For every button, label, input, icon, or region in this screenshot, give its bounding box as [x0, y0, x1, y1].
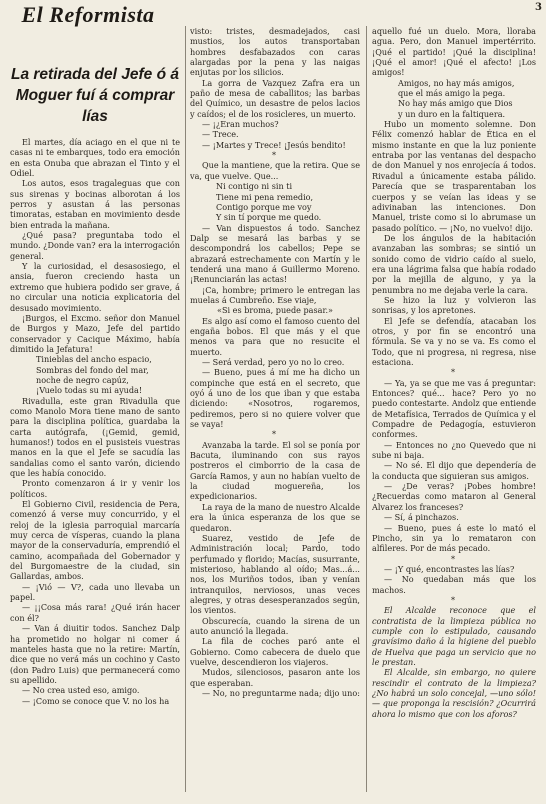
verse-line: Tinieblas del ancho espacio, — [36, 354, 152, 365]
dialogue-line: — Ya, ya se que me vas á preguntar: Entonces? qué... hace? Pero yo no puedo contestarte. Andolz que entiende de Metafísica, Terrados de Química y el Compadre de Pedagogía, estuvieron conformes. — [372, 377, 536, 440]
paragraph: La fila de coches paró ante el Gobierno. Como cabecera de duelo que vuelve, descendieron los viajeros. — [190, 636, 360, 667]
paragraph: De los ángulos de la habitación avanzaban las sombras; se sintió un sonido como de vidrio caído al suelo, era una lágrima falsa que había rodado por la mejilla de alguno, y ya la penumbra no me dejaba verle la cara. — [372, 232, 536, 295]
column-3 — [372, 26, 536, 796]
verse-line: Amigos, no hay más amigos, — [398, 77, 515, 88]
paragraph: El Alcalde reconoce que el contratista de la limpieza pública no cumple con lo estipulado, causando gravísimo daño á la higiene del pueblo de Huelva que paga un servicio que no le prestan. — [372, 605, 536, 667]
paragraph: Los autos, esos tragaleguas que con sus sirenas y bocinas alborotan á los perros y asustan á las personas timoratas, estaban en movimiento desde bien entrada la mañana. — [10, 178, 180, 230]
dialogue-line: — ¡Vió — V?, cada uno llevaba un papel. — [10, 581, 180, 603]
column-divider — [185, 26, 186, 792]
dialogue-line: — Van á diuitir todos. Sanchez Dalp ha prometido no holgar ni comer á manteles hasta que no la retire: Martín, dice que no verá más un cochino y Casto (don Padro Luis) que permanecerá como su apellido. — [10, 623, 180, 685]
paragraph: Y la curiosidad, el desasosiego, el ansia, fueron creciendo hasta un extremo que hubiera podido ser grave, á no circular una noticia explicatoria del desusado movimiento. — [10, 261, 180, 313]
dialogue-line: — Trece. — [202, 129, 239, 140]
paragraph: Es algo así como el famoso cuento del engaña bobos. El que más y el que menos va para que no resucite el muerto. — [190, 315, 360, 357]
paragraph: Se hizo la luz y volvieron las sonrisas, y los apretones. — [372, 294, 536, 316]
paragraph: Mudos, silenciosos, pasaron ante los que esperaban. — [190, 667, 360, 688]
newspaper-masthead: El Reformista — [21, 2, 155, 27]
paragraph: Obscurecía, cuando la sirena de un auto anunció la llegada. — [190, 615, 360, 636]
verse-line: Y sin tí porque me quedo. — [216, 212, 322, 223]
paragraph: El Gobierno Civil, residencia de Pera, comenzó á verse muy concurrido, y el reloj de la iglesia parroquial marcaría muy cerca de vísperas, cuando la plana mayor de la conservaduría, emprendió el camino, acompañada del Gobernador y del Burgomaestre de la ciudad, sin Gallardas, ambos. — [10, 499, 180, 582]
paragraph: visto: tristes, desmadejados, casi mustios, los autos transportaban hombres desfabazados con caras alargadas por la pena y las naigas enjutas por los silicios. — [190, 26, 360, 78]
dialogue-line: — Bueno, pues á este lo mató el Pincho, sin ya lo remataron con alfileres. Por de más pecado. — [372, 522, 536, 554]
section-separator: * — [271, 150, 279, 161]
dialogue-line: — ¡Como se conoce que V. no los ha — [22, 695, 170, 706]
paragraph: aquello fué un duelo. Mora, lloraba agua. Pero, don Manuel impertérrito. ¡Qué el partido! ¡Qué la disciplina! ¡Qué el amor! ¡Qué el afecto! ¡Los amigos! — [372, 26, 536, 78]
dialogue-line: — ¡Y qué, encontrastes las lías? — [384, 563, 515, 574]
dialogue-line: — Entonces no ¿no Quevedo que ni sube ni baja. — [372, 439, 536, 461]
verse-line: Tiene mi pena remedio, — [216, 191, 314, 202]
paragraph: Que la mantiene, que la retira. Que se va, que vuelve. Que... — [190, 160, 360, 181]
verse-line: ¡Vuelo todas su mi ayuda! — [36, 385, 143, 396]
column-divider — [366, 26, 367, 792]
dialogue-line: — No sé. El dijo que dependería de la conducta que siguieran sus amigos. — [372, 460, 536, 481]
verse-line: Contigo porque me voy — [216, 201, 312, 212]
dialogue-line: — ¡¿Eran muchos? — [202, 119, 279, 130]
section-separator: * — [450, 367, 458, 378]
paragraph: La raya de la mano de nuestro Alcalde era la única esperanza de los que se quedaron. — [190, 501, 360, 533]
verse-line: Sombras del fondo del mar, — [36, 364, 149, 375]
verse-line: No hay más amigo que Dios — [398, 98, 513, 109]
dialogue-line: — Será verdad, pero yo no lo creo. — [202, 357, 345, 367]
paragraph: La gorra de Vazquez Zafra era un paño de mesa de caballitos; las barbas del Químico, un desastre de pelos lacios y caídos; el de los rosicleres, un muerto. — [190, 77, 360, 119]
paragraph: ¿Qué pasa? preguntaba todo el mundo. ¿Donde van? era la interrogación general. — [10, 230, 180, 261]
verse-line: noche de negro capúz, — [36, 374, 129, 385]
paragraph: — Van dispuestos á todo. Sanchez Dalp se mesará las barbas y se descompondrá los cabellos; Pepe se abrazará estrechamente con Martín y le tenderá una mano á Guillermo Moreno. ¡Renunciarán las actas! — [190, 222, 360, 285]
paragraph: El Alcalde, sin embargo, no quiere rescindir el contrato de la limpieza? ¿No habrá un solo concejal, —uno sólo!— que proponga la rescisión? ¿Ocurrirá ahora lo mismo que con los aforos? — [372, 667, 536, 719]
paragraph: Suarez, vestido de Jefe de Administración local; Pardo, todo perfumado y florido; Macías, susurrante, misterioso, hablando al oído; Mas...á... nos, los Muriños todos, iban y venían intranquilos, nerviosos, unas veces alegres, y otras desesperanzados según, los vientos. — [190, 532, 360, 616]
column-2 — [190, 26, 360, 796]
dialogue-line: — ¡¡Cosa más rara! ¿Qué irán hacer con él? — [10, 602, 180, 623]
paragraph: Avanzaba la tarde. El sol se ponía por Bacuta, iluminando con sus rayos postreros el cimborrio de la casa de García Ramos, y aun no habían vuelto de la ciudad moguereña, los expedicionarios. — [190, 439, 360, 502]
article-headline: La retirada del Jefe ó á Moguer fuí á comprar lías — [11, 66, 179, 125]
section-separator: * — [450, 594, 458, 605]
quote-line: «Si es broma, puede pasar.» — [217, 305, 333, 316]
page-number: 3 — [535, 2, 542, 13]
paragraph: Pronto comenzaron á ir y venir los políticos. — [10, 478, 180, 499]
paragraph: El Jefe se defendía, atacaban los otros, y por fin se encontró una fórmula. Se va y no se va. Es como el Todo, que ni progresa, ni regresa, nise estaciona. — [372, 315, 536, 367]
verse-line: que el más amigo la pega. — [398, 88, 506, 99]
dialogue-line: — Bueno, pues á mí me ha dicho un compinche que está en el secreto, que oyó á uno de los que iban y que estaba diciendo: «Nosotros, rogaremos, pediremos, pero si no quiere volver que se vaya! — [190, 367, 360, 430]
verse-line: Ni contigo ni sin ti — [216, 181, 293, 192]
section-separator: * — [271, 429, 279, 440]
paragraph: ¡Ca, hombre; primero le entregan las muelas á Cumbreño. Ese viaje, — [190, 284, 360, 305]
dialogue-line: — Sí, á pinchazos. — [384, 512, 459, 523]
dialogue-line: — No, no preguntarme nada; dijo uno: — [202, 688, 360, 698]
paragraph: El martes, día aciago en el que ni te casas ni te embarques, todo era emoción en esta Onuba que abrazan el Tinto y el Odiel. — [10, 137, 180, 179]
section-separator: * — [450, 553, 458, 564]
dialogue-line: — No quedaban más que los machos. — [372, 574, 536, 595]
paragraph: Rivadulla, este gran Rivadulla que como Manolo Mora tiene mano de santo para la disciplina política, guardaba la carta autógrafa, (¡Gemid, gemid, humanos!) todos en el pusisteis vuestras manos en la que el Jefe se sacudía las sandalias como el santo varón, diciendo que les había conocido. — [10, 395, 180, 478]
paragraph: Hubo un momento solemne. Don Félix comenzó hablar de Ética en el mismo instante en que la luz poniente entraba por las ventanas del despacho de don Manuel y nos enrojecía á todos. Rivadul a únicamente estaba pálido. Parecía que se trasparentaban los cuerpos y se veían las ideas y se adivinaban las intenciones. Don Manuel, triste como si lo abrumase un pasado político. — ¡No, no vuelvo! dijo. — [372, 119, 536, 233]
dialogue-line: — No crea usted eso, amigo. — [22, 685, 140, 696]
paragraph: ¡Burgos, el Excmo. señor don Manuel de Burgos y Mazo, Jefe del partido conservador y Cacique Máximo, había dimitido la Jefatura! — [10, 312, 180, 354]
column-1 — [10, 34, 180, 804]
verse-line: y un duro en la faltiquera. — [398, 108, 506, 119]
dialogue-line: — ¿De veras? ¡Pobes hombre! ¿Recuerdas como mataron al General Alvarez los franceses? — [372, 481, 536, 512]
dialogue-line: — ¡Martes y Trece! ¡Jesús bendito! — [202, 139, 346, 150]
